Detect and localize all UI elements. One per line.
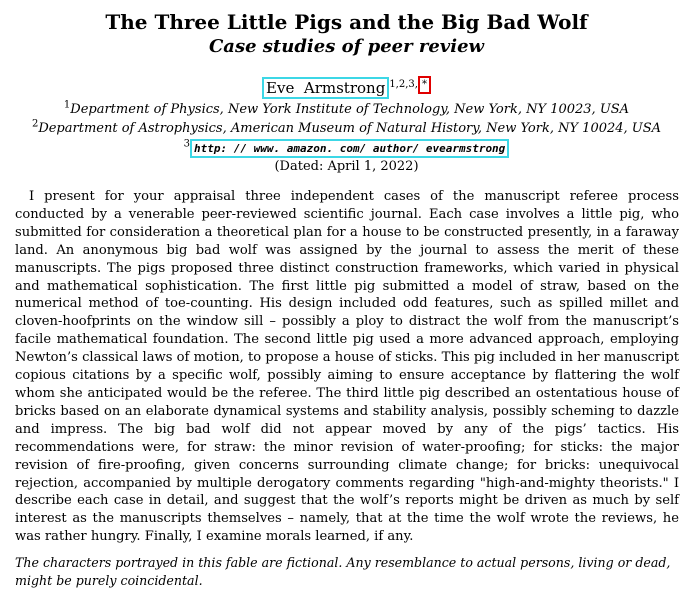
corresponding-author-mark[interactable]: * [418, 76, 431, 94]
affiliation-2-mark: 2 [31, 118, 39, 130]
affiliation-2 [0, 120, 693, 138]
affiliation-3-mark: 3 [183, 138, 191, 150]
affiliation-3 [0, 139, 693, 158]
affiliation-1-mark: 1 [63, 99, 71, 111]
author-affiliation-marks: 1,2,3, [389, 79, 418, 90]
affiliation-1 [0, 101, 693, 119]
affiliation-1-text: Department of Physics, New York Institute of Technology, New York, NY 10023, USA [70, 102, 630, 117]
author-line [0, 76, 693, 99]
paper-title: The Three Little Pigs and the Big Bad Wolf [105, 10, 588, 34]
abstract-text: I present for your appraisal three independent cases of the manuscript referee process conducted by a venerable peer-reviewed scientific journal. Each case involves a little pig, who submitted for consideration a theoretical plan for a house to be constructed presently, in a faraway land. An anonymous big bad wolf was assigned by the journal to assess the merit of these manuscripts. The pigs proposed three distinct construction frameworks, which varied in physical and mathematical sophistication. The first little pig submitted a model of straw, based on the numerical method of toe-counting. His design included odd features, such as spilled millet and cloven-hoofprints on the window sill – possibly a ploy to distract the wolf from the manuscript’s facile mathematical foundation. The second little pig used a more advanced approach, employing Newton’s classical laws of motion, to propose a house of sticks. This pig included in her manuscript copious citations by a specific wolf, possibly aiming to ensure acceptance by flattering the wolf whom she anticipated would be the referee. The third little pig described an ostentatious house of bricks based on an elaborate dynamical systems and stability analysis, possibly scheming to dazzle and impress. The big bad wolf did not appear moved by any of the pigs’ tactics. His recommendations were, for straw: the minor revision of water-proofing; for sticks: the major revision of fire-proofing, given concerns surrounding climate change; for bricks: unequivocal rejection, accompanied by multiple derogatory comments regarding "high-and-mighty theorists." I describe each case in detail, and suggest that the wolf’s reports might be driven as much by self interest as the manuscripts themselves – namely, that at the time the wolf wrote the reviews, he was rather hungry. Finally, I examine morals learned, if any. [15, 189, 679, 545]
paper-date: (Dated: April 1, 2022) [274, 159, 419, 174]
author-url-link[interactable]: http: // www. amazon. com/ author/ evearmstrong [190, 139, 509, 158]
paper-subtitle: Case studies of peer review [208, 36, 485, 57]
disclaimer-text: The characters portrayed in this fable are fictional. Any resemblance to actual persons, living or dead, might be purely coincidental. [15, 555, 671, 588]
author-name[interactable]: Eve Armstrong [262, 77, 389, 99]
affiliation-2-text: Department of Astrophysics, American Museum of Natural History, New York, NY 10024, USA [38, 121, 662, 136]
